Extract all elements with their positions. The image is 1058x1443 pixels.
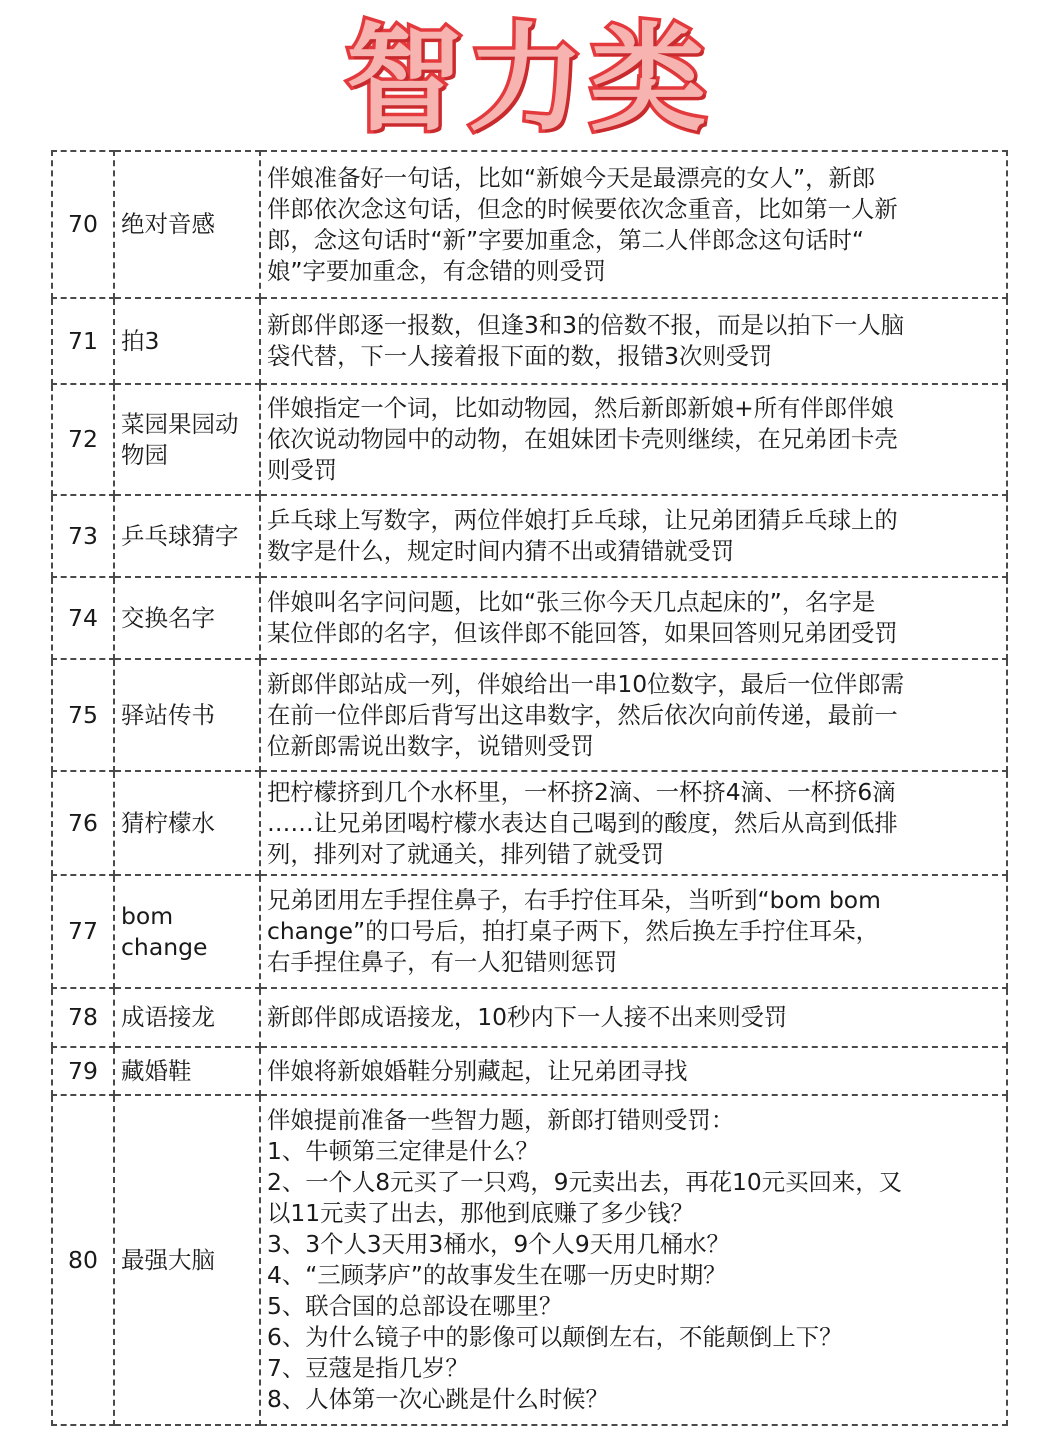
game-name: 绝对音感: [114, 151, 260, 298]
description-line: 则受罚: [267, 456, 338, 484]
description-line: 乒乓球上写数字，两位伴娘打乒乓球，让兄弟团猜乒乓球上的: [267, 506, 898, 534]
game-description: [260, 771, 1007, 875]
row-number: 79: [52, 1047, 114, 1095]
game-description: [260, 659, 1007, 771]
description-line: 数字是什么，规定时间内猜不出或猜错就受罚: [267, 537, 735, 565]
table-row: [52, 1095, 1007, 1425]
game-name: 拍3: [114, 298, 260, 384]
game-name: 交换名字: [114, 577, 260, 659]
description-line: 2、一个人8元买了一只鸡，9元卖出去，再花10元买回来，又: [267, 1168, 902, 1196]
table-row: [52, 988, 1007, 1047]
description-line: 伴郎依次念这句话，但念的时候要依次念重音，比如第一人新: [267, 194, 898, 223]
description-line: 娘”字要加重念，有念错的则受罚: [267, 256, 607, 285]
description-line: 伴娘指定一个词，比如动物园，然后新郎新娘+所有伴郎伴娘: [267, 394, 894, 422]
description-line: 新郎伴郎站成一列，伴娘给出一串10位数字，最后一位伴郎需: [267, 669, 905, 698]
game-name: 藏婚鞋: [114, 1047, 260, 1095]
game-description: [260, 1095, 1007, 1425]
description-line: 右手捏住鼻子，有一人犯错则惩罚: [267, 948, 618, 976]
page-title: 智力类: [346, 12, 712, 147]
table-row: [52, 151, 1007, 298]
row-number: 71: [52, 298, 114, 384]
table-row: [52, 298, 1007, 384]
game-description: [260, 384, 1007, 495]
description-line: 伴娘将新娘婚鞋分别藏起，让兄弟团寻找: [267, 1056, 688, 1085]
description-line: 列，排列对了就通关，排列错了就受罚: [267, 839, 665, 868]
game-description: [260, 495, 1007, 577]
row-number: 78: [52, 988, 114, 1047]
description-line: 6、为什么镜子中的影像可以颠倒左右，不能颠倒上下？: [267, 1323, 843, 1351]
description-line: 依次说动物园中的动物，在姐妹团卡壳则继续，在兄弟团卡壳: [267, 425, 898, 453]
description-line: 5、联合国的总部设在哪里？: [267, 1292, 563, 1320]
description-line: 伴娘准备好一句话，比如“新娘今天是最漂亮的女人”，新郎: [267, 163, 876, 192]
description-line: 把柠檬挤到几个水杯里，一杯挤2滴、一杯挤4滴、一杯挤6滴: [267, 777, 896, 806]
row-number: 72: [52, 384, 114, 495]
description-line: 新郎伴郎成语接龙，10秒内下一人接不出来则受罚: [267, 1003, 788, 1031]
row-number: 70: [52, 151, 114, 298]
description-line: 某位伴郎的名字，但该伴郎不能回答，如果回答则兄弟团受罚: [267, 619, 898, 647]
game-description: [260, 151, 1007, 298]
game-description: [260, 298, 1007, 384]
game-name: 成语接龙: [114, 988, 260, 1047]
table-row: [52, 1047, 1007, 1095]
row-number: 80: [52, 1095, 114, 1425]
table-row: [52, 659, 1007, 771]
row-number: 73: [52, 495, 114, 577]
table-row: [52, 577, 1007, 659]
game-name: 猜柠檬水: [114, 771, 260, 875]
table-row: [52, 384, 1007, 495]
description-line: 郎，念这句话时“新”字要加重念，第二人伴郎念这句话时“: [267, 225, 864, 254]
description-line: 伴娘叫名字问问题，比如“张三你今天几点起床的”，名字是: [267, 588, 876, 616]
description-line: 3、3个人3天用3桶水，9个人9天用几桶水？: [267, 1230, 730, 1258]
description-line: 新郎伴郎逐一报数，但逢3和3的倍数不报，而是以拍下一人脑: [267, 311, 905, 339]
description-line: 7、豆蔻是指几岁？: [267, 1354, 469, 1382]
row-number: 75: [52, 659, 114, 771]
game-name: 菜园果园动物园: [114, 384, 260, 495]
game-description: [260, 577, 1007, 659]
row-number: 74: [52, 577, 114, 659]
description-line: 伴娘提前准备一些智力题，新郎打错则受罚：: [267, 1106, 735, 1134]
row-number: 76: [52, 771, 114, 875]
description-line: ……让兄弟团喝柠檬水表达自己喝到的酸度，然后从高到低排: [267, 808, 898, 837]
description-line: change”的口号后，拍打桌子两下，然后换左手拧住耳朵，: [267, 917, 879, 945]
table-row: [52, 875, 1007, 988]
description-line: 在前一位伴郎后背写出这串数字，然后依次向前传递，最前一: [267, 700, 898, 729]
table-row: [52, 771, 1007, 875]
title-banner: [0, 6, 1058, 154]
game-description: [260, 988, 1007, 1047]
game-description: [260, 875, 1007, 988]
description-line: 位新郎需说出数字，说错则受罚: [267, 731, 595, 760]
games-table: [51, 150, 1008, 1426]
description-line: 兄弟团用左手捏住鼻子，右手拧住耳朵，当听到“bom bom: [267, 886, 881, 914]
game-name: bom change: [114, 875, 260, 988]
description-line: 以11元卖了出去，那他到底赚了多少钱？: [267, 1199, 694, 1227]
description-line: 4、“三顾茅庐”的故事发生在哪一历史时期？: [267, 1261, 727, 1289]
game-description: [260, 1047, 1007, 1095]
game-name: 乒乓球猜字: [114, 495, 260, 577]
description-line: 袋代替，下一人接着报下面的数，报错3次则受罚: [267, 342, 773, 370]
table-row: [52, 495, 1007, 577]
description-line: 8、人体第一次心跳是什么时候？: [267, 1385, 609, 1413]
game-name: 最强大脑: [114, 1095, 260, 1425]
row-number: 77: [52, 875, 114, 988]
description-line: 1、牛顿第三定律是什么？: [267, 1137, 539, 1165]
game-name: 驿站传书: [114, 659, 260, 771]
